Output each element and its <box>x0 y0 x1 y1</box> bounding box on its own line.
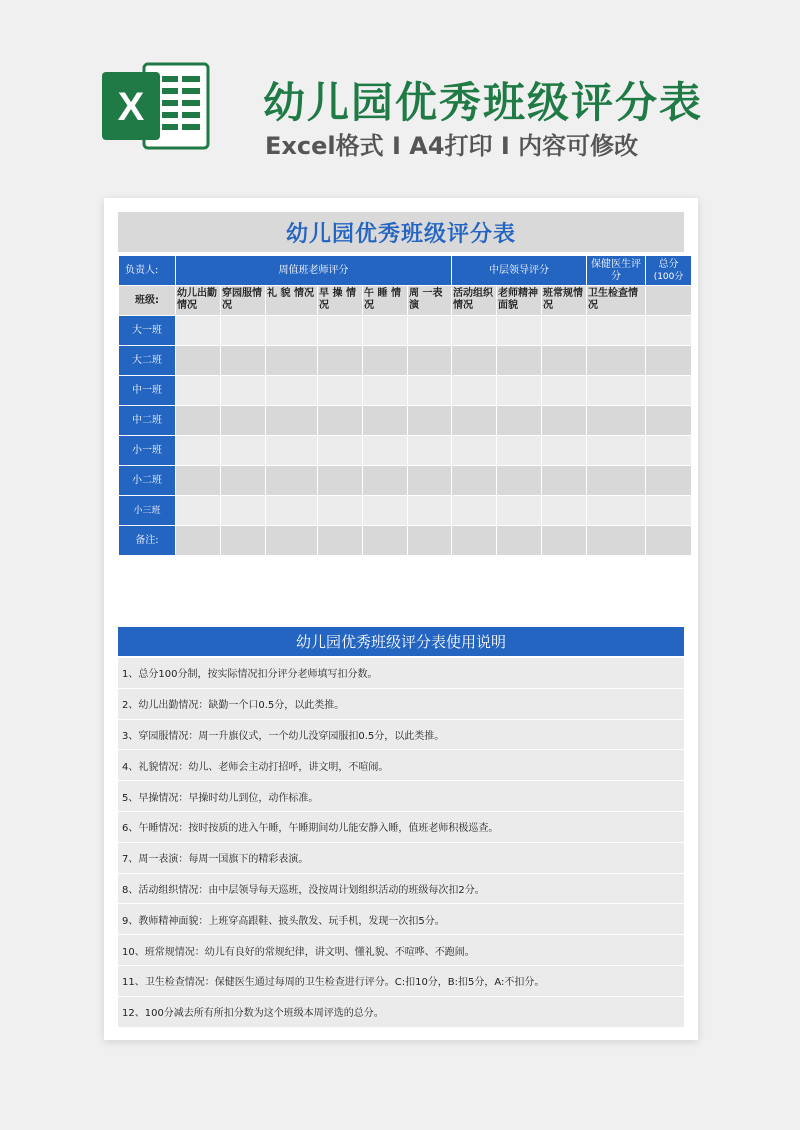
table-row <box>119 466 691 495</box>
score-cell[interactable] <box>587 466 645 495</box>
table-row <box>119 316 691 345</box>
score-cell[interactable] <box>176 346 220 375</box>
table-row <box>119 496 691 525</box>
score-cell[interactable] <box>452 316 496 345</box>
score-cell[interactable] <box>318 526 362 555</box>
score-cell[interactable] <box>363 346 407 375</box>
row-label: 中一班 <box>119 376 175 405</box>
sheet-title: 幼儿园优秀班级评分表 <box>118 212 684 252</box>
list-item: 3、穿园服情况：周一升旗仪式，一个幼儿没穿园服扣0.5分，以此类推。 <box>118 720 684 750</box>
score-cell[interactable] <box>542 526 586 555</box>
column-header: 周 一表演 <box>408 286 451 315</box>
score-cell[interactable] <box>542 346 586 375</box>
score-cell[interactable] <box>176 496 220 525</box>
score-cell[interactable] <box>646 436 691 465</box>
list-item: 9、教师精神面貌：上班穿高跟鞋、披头散发、玩手机，发现一次扣5分。 <box>118 904 684 934</box>
score-cell[interactable] <box>221 316 265 345</box>
score-cell[interactable] <box>452 496 496 525</box>
score-cell[interactable] <box>587 316 645 345</box>
list-item: 1、总分100分制，按实际情况扣分评分老师填写扣分数。 <box>118 658 684 688</box>
score-cell[interactable] <box>266 376 317 405</box>
page-subtitle: Excel格式 I A4打印 I 内容可修改 <box>265 132 639 160</box>
score-cell[interactable] <box>408 406 451 435</box>
score-cell[interactable] <box>408 436 451 465</box>
score-cell[interactable] <box>452 376 496 405</box>
score-cell[interactable] <box>176 436 220 465</box>
score-cell[interactable] <box>221 376 265 405</box>
list-item: 4、礼貌情况：幼儿、老师会主动打招呼，讲文明，不喧闹。 <box>118 750 684 780</box>
notes-list <box>118 658 684 1028</box>
row-label: 小一班 <box>119 436 175 465</box>
score-cell[interactable] <box>587 346 645 375</box>
table-row <box>119 436 691 465</box>
score-cell[interactable] <box>266 526 317 555</box>
score-cell[interactable] <box>452 526 496 555</box>
score-cell[interactable] <box>542 376 586 405</box>
score-cell[interactable] <box>408 376 451 405</box>
score-cell[interactable] <box>221 466 265 495</box>
header-row-groups <box>119 256 691 285</box>
score-cell[interactable] <box>318 496 362 525</box>
list-item: 2、幼儿出勤情况：缺勤一个口0.5分，以此类推。 <box>118 689 684 719</box>
score-cell[interactable] <box>497 496 541 525</box>
score-cell[interactable] <box>318 406 362 435</box>
list-item: 12、100分减去所有所扣分数为这个班级本周评选的总分。 <box>118 997 684 1027</box>
score-cell[interactable] <box>318 346 362 375</box>
score-cell[interactable] <box>408 346 451 375</box>
group-leader-header: 中层领导评分 <box>452 256 586 285</box>
score-cell[interactable] <box>452 406 496 435</box>
score-cell[interactable] <box>221 496 265 525</box>
column-header: 礼 貌 情况 <box>266 286 317 315</box>
list-item: 11、卫生检查情况：保健医生通过每周的卫生检查进行评分。C:扣10分，B:扣5分，A:不扣分。 <box>118 966 684 996</box>
score-cell[interactable] <box>221 436 265 465</box>
score-cell[interactable] <box>497 346 541 375</box>
score-cell[interactable] <box>176 376 220 405</box>
column-header: 老师精神面貌 <box>497 286 541 315</box>
header-row-columns <box>119 286 691 315</box>
document-preview <box>104 198 698 1040</box>
score-cell[interactable] <box>542 406 586 435</box>
score-cell[interactable] <box>408 466 451 495</box>
class-label: 班级: <box>119 286 175 315</box>
column-header-total <box>646 286 691 315</box>
score-cell[interactable] <box>266 406 317 435</box>
column-header: 早 操 情况 <box>318 286 362 315</box>
score-cell[interactable] <box>363 316 407 345</box>
score-cell[interactable] <box>452 346 496 375</box>
list-item: 6、午睡情况：按时按质的进入午睡，午睡期间幼儿能安静入睡，值班老师积极巡查。 <box>118 812 684 842</box>
score-cell[interactable] <box>587 376 645 405</box>
row-label: 大二班 <box>119 346 175 375</box>
score-cell[interactable] <box>221 406 265 435</box>
score-cell[interactable] <box>266 346 317 375</box>
score-cell[interactable] <box>497 466 541 495</box>
excel-logo-icon <box>100 58 212 154</box>
score-cell[interactable] <box>221 346 265 375</box>
score-cell[interactable] <box>363 526 407 555</box>
score-cell[interactable] <box>646 526 691 555</box>
row-label: 备注: <box>119 526 175 555</box>
score-cell[interactable] <box>452 436 496 465</box>
column-header: 卫生检查情况 <box>587 286 645 315</box>
score-cell[interactable] <box>176 316 220 345</box>
score-cell[interactable] <box>646 346 691 375</box>
score-table <box>118 255 692 556</box>
table-row <box>119 346 691 375</box>
list-item: 8、活动组织情况：由中层领导每天巡班，没按周计划组织活动的班级每次扣2分。 <box>118 874 684 904</box>
table-row <box>119 376 691 405</box>
list-item: 7、周一表演：每周一国旗下的精彩表演。 <box>118 843 684 873</box>
score-cell[interactable] <box>266 466 317 495</box>
score-cell[interactable] <box>646 406 691 435</box>
score-cell[interactable] <box>266 436 317 465</box>
score-cell[interactable] <box>363 466 407 495</box>
score-cell[interactable] <box>176 466 220 495</box>
responsible-label: 负责人: <box>119 256 175 285</box>
score-cell[interactable] <box>646 376 691 405</box>
score-cell[interactable] <box>542 316 586 345</box>
score-cell[interactable] <box>318 466 362 495</box>
score-cell[interactable] <box>408 526 451 555</box>
group-doctor-header: 保健医生评分 <box>587 256 645 285</box>
score-cell[interactable] <box>587 526 645 555</box>
score-cell[interactable] <box>318 316 362 345</box>
score-cell[interactable] <box>497 316 541 345</box>
score-cell[interactable] <box>497 526 541 555</box>
score-cell[interactable] <box>318 376 362 405</box>
group-teacher-header: 周值班老师评分 <box>176 256 451 285</box>
column-header: 活动组织情况 <box>452 286 496 315</box>
row-label: 大一班 <box>119 316 175 345</box>
score-cell[interactable] <box>497 376 541 405</box>
score-cell[interactable] <box>176 406 220 435</box>
row-label: 中二班 <box>119 406 175 435</box>
score-cell[interactable] <box>221 526 265 555</box>
notes-title: 幼儿园优秀班级评分表使用说明 <box>118 627 684 656</box>
score-cell[interactable] <box>266 496 317 525</box>
table-row <box>119 406 691 435</box>
score-cell[interactable] <box>266 316 317 345</box>
score-cell[interactable] <box>408 316 451 345</box>
score-cell[interactable] <box>497 436 541 465</box>
score-cell[interactable] <box>646 466 691 495</box>
score-cell[interactable] <box>646 496 691 525</box>
score-cell[interactable] <box>176 526 220 555</box>
score-cell[interactable] <box>363 376 407 405</box>
score-cell[interactable] <box>646 316 691 345</box>
table-row <box>119 526 691 555</box>
score-cell[interactable] <box>363 436 407 465</box>
total-header <box>646 256 691 285</box>
row-label: 小二班 <box>119 466 175 495</box>
score-cell[interactable] <box>587 496 645 525</box>
page-title: 幼儿园优秀班级评分表 <box>263 78 704 127</box>
row-label: 小三班 <box>119 496 175 525</box>
score-cell[interactable] <box>587 406 645 435</box>
score-cell[interactable] <box>497 406 541 435</box>
score-cell[interactable] <box>408 496 451 525</box>
column-header: 午 睡 情况 <box>363 286 407 315</box>
logo-letter: X <box>117 85 145 129</box>
list-item: 10、班常规情况：幼儿有良好的常规纪律，讲文明、懂礼貌、不喧哗、不跑闹。 <box>118 935 684 965</box>
column-header: 幼儿出勤情况 <box>176 286 220 315</box>
total-sub-label: (100分 <box>653 271 684 282</box>
column-header: 班常规情况 <box>542 286 586 315</box>
score-cell[interactable] <box>542 466 586 495</box>
column-header: 穿园服情况 <box>221 286 265 315</box>
score-cell[interactable] <box>318 436 362 465</box>
score-cell[interactable] <box>542 496 586 525</box>
score-cell[interactable] <box>452 466 496 495</box>
total-label: 总分 <box>658 258 679 270</box>
score-cell[interactable] <box>363 406 407 435</box>
score-cell[interactable] <box>587 436 645 465</box>
list-item: 5、早操情况：早操时幼儿到位，动作标准。 <box>118 781 684 811</box>
score-cell[interactable] <box>363 496 407 525</box>
score-cell[interactable] <box>542 436 586 465</box>
